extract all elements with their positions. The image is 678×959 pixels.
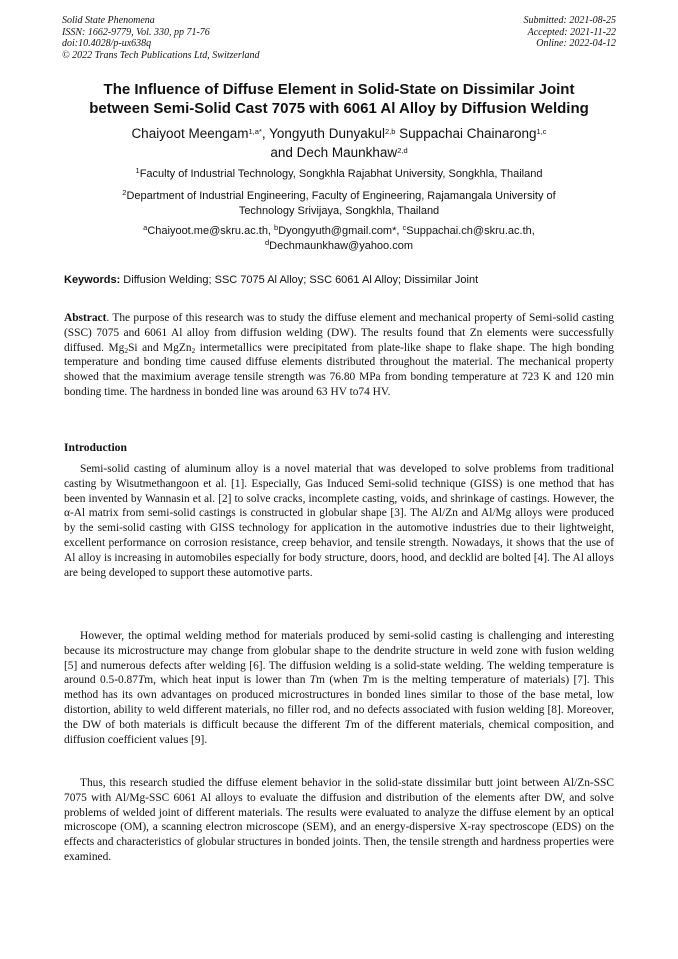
email-d[interactable]: Dechmaunkhaw@yahoo.com [269, 240, 414, 252]
author-3: Suppachai Chainarong [395, 126, 537, 141]
title-line-1: The Influence of Diffuse Element in Solid-State on Dissimilar Joint [103, 81, 575, 98]
title-line-2: between Semi-Solid Cast 7075 with 6061 Al Alloy by Diffusion Welding [89, 100, 589, 117]
intro-paragraph-3: Thus, this research studied the diffuse element behavior in the solid-state dissimilar butt joint between Al/Zn-SSC 7075 with Al/Mg-SSC 6061 Al alloys to evaluate the diffusion and distribution of the elements after DW, and solve problems of welded joint of different materials. The results were evaluated to analyze the diffuse element by an optical microscope (OM), a scanning electron microscope (SEM), and an energy-dispersive X-ray spectroscope (EDS) on the effects and characteristics of globular structures in bonded joints. Then, the tensile strength and hardness properties were examined. [64, 777, 614, 863]
abstract: Abstract. The purpose of this research was to study the diffuse element and mechanical property of Semi-solid casting (SSC) 7075 and 6061 Al alloy from diffusion welding (DW). The results found that Zn elements were successfully diffused. $Mg_2Si$ and MgZn$_2$ intermetallics were precipitated from plate-like shape to flake shape. The high bonding temperature and bonding time caused diffuse elements distributed throughout the material. The mechanical property showed that the maximium average tensile strength was 76.80 MPa from bonding temperature at 723 K and 120 min bonding time. The hardness in bonded line was around 63 HV to74 HV. [64, 312, 614, 398]
intro-paragraph-1: Semi-solid casting of aluminum alloy is a novel material that was developed to solve problems from traditional casting by Wisutmethangoon et al. [1]. Especially, Gas Induced Semi-solid technique (GISS) is one method that has been invented by Wannasin et al. [2] to solve cracks, incomplete casting, voids, and shrinkage of castings. However, the α-Al matrix from semi-solid castings is constructed in globular shape [3]. The Al/Zn and Al/Mg alloys were produced by the semi-solid casting with GISS technology for application in the automotive industries due to their lightweight, excellent performance on corrosion resistance, creep behavior, and tensile strength. Nowadays, it shows that the use of Al alloy is increasing in automobiles especially for body structure, doors, hood, and decklid are bolted [4]. The Al alloys are being developed to support these automotive parts. [64, 463, 614, 579]
online-date: Online: 2022-04-12 [536, 38, 616, 50]
author-4: and Dech Maunkhaw [270, 145, 398, 160]
journal-info [62, 15, 260, 61]
keywords-label: Keywords: [64, 274, 121, 286]
affiliation-1: $^1$Faculty of Industrial Technology, Songkhla Rajabhat University, Songkhla, Thailand [135, 166, 543, 180]
intro-paragraph-2: However, the optimal welding method for materials produced by semi-solid casting is challenging and interesting because its microstructure may change from globular shape to the dendrite structure in weld zone with fusion welding [5] and numerous defects after welding [6]. The diffusion welding is a solid-state welding. The welding temperature is around 0.5-0.87Tm, which heat input is lower than Tm (when Tm is the melting temperature of materials) [7]. This method has its own advantages on produced microstructures in bonded lines similar to those of the base metal, low distortion, ability to weld different materials, no filler rod, and no defects associated with fusion welding [8]. Moreover, the DW of both materials is difficult because the different Tm of the different materials, chemical composition, and diffusion coefficient values [9]. [64, 630, 614, 746]
author-emails: $^a$Chaiyoot.me@skru.ac.th, $^b$Dyongyuth@gmail.com*, $^c$Suppachai.ch@skru.ac.th, $^d$Dechmaunkhaw@yahoo.com [143, 223, 535, 252]
abstract-label: Abstract [64, 312, 107, 324]
author-2: , Yongyuth Dunyakul [261, 126, 385, 141]
authors-line-2 [40, 143, 638, 162]
email-c[interactable]: Suppachai.ch@skru.ac.th, [406, 225, 535, 237]
authors-line-1 [40, 124, 638, 143]
keywords-text: Diffusion Welding; SSC 7075 Al Alloy; SSC 6061 Al Alloy; Dissimilar Joint [120, 274, 479, 286]
author-list [40, 124, 638, 162]
keywords [64, 273, 619, 288]
author-2-marks: 2,b [384, 127, 396, 136]
accepted-date: Accepted: 2021-11-22 [527, 26, 616, 38]
author-1: Chaiyoot Meengam [131, 126, 249, 141]
author-3-marks: 1,c [536, 127, 547, 136]
introduction-heading: Introduction [64, 441, 127, 454]
journal-name: Solid State Phenomena [62, 15, 155, 26]
email-a[interactable]: Chaiyoot.me@skru.ac.th, [147, 225, 275, 237]
paper-title [40, 80, 638, 118]
author-4-marks: 2,d [397, 146, 408, 155]
issn-line: ISSN: 1662-9779, Vol. 330, pp 71-76 [62, 26, 210, 38]
copyright-line: © 2022 Trans Tech Publications Ltd, Switzerland [62, 49, 260, 61]
author-1-marks: 1,a* [248, 127, 262, 136]
submitted-date: Submitted: 2021-08-25 [523, 15, 616, 26]
doi-line[interactable]: doi:10.4028/p-ux638q [62, 38, 152, 50]
publication-dates [524, 15, 617, 50]
affiliation-2: $^2$Department of Industrial Engineering, Faculty of Engineering, Rajamangala University of Technology Srivijaya, Songkhla, Thailand [122, 188, 556, 217]
email-b[interactable]: Dyongyuth@gmail.com*, [278, 225, 403, 237]
